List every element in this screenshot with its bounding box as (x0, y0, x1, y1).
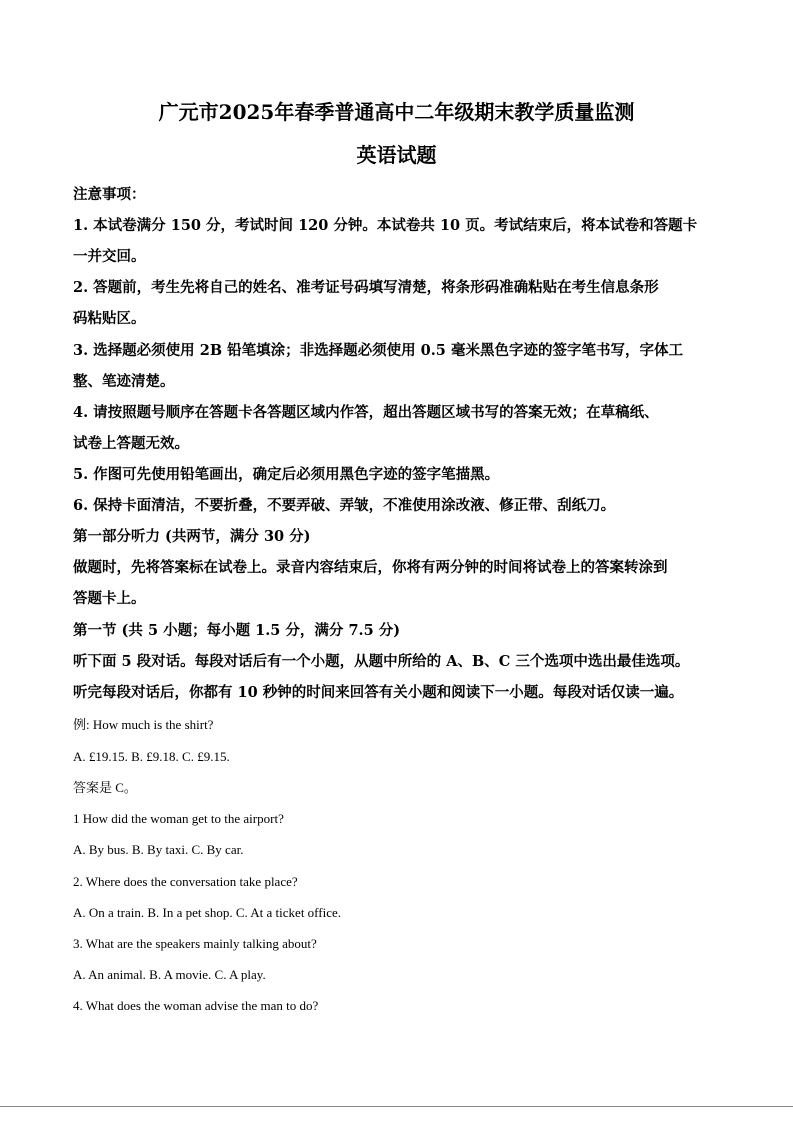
example-options: A. £19.15. B. £9.18. C. £9.15. (73, 749, 230, 764)
question-4: 4. What does the woman advise the man to do? (73, 998, 319, 1013)
page-bottom-rule (0, 1106, 793, 1107)
example-answer: 答案是 C。 (73, 780, 137, 795)
notice-line: 4. 请按照题号顺序在答题卡各答题区域内作答，超出答题区域书写的答案无效；在草稿纸、 (73, 404, 659, 421)
notice-line: 一并交回。 (73, 248, 146, 265)
question-2-options: A. On a train. B. In a pet shop. C. At a ticket office. (73, 905, 342, 920)
question-1-options: A. By bus. B. By taxi. C. By car. (73, 842, 244, 857)
notice-line: 3. 选择题必须使用 2B 铅笔填涂；非选择题必须使用 0.5 毫米黑色字迹的签字笔书写，字体工 (73, 342, 683, 359)
part1-intro-line: 答题卡上。 (73, 590, 146, 607)
exam-title: 广元市2025年春季普通高中二年级期末教学质量监测 (158, 100, 635, 124)
question-3-options: A. An animal. B. A movie. C. A play. (73, 967, 266, 982)
notice-line: 5. 作图可先使用铅笔画出，确定后必须用黑色字迹的签字笔描黑。 (73, 466, 500, 483)
notice-line: 试卷上答题无效。 (73, 435, 189, 452)
question-3: 3. What are the speakers mainly talking about? (73, 936, 317, 951)
notice-line: 2. 答题前，考生先将自己的姓名、准考证号码填写清楚，将条形码准确粘贴在考生信息条形 (73, 279, 659, 296)
notice-heading: 注意事项： (73, 186, 146, 203)
question-1: 1 How did the woman get to the airport? (73, 811, 284, 826)
section1-instruction: 听下面 5 段对话。每段对话后有一个小题，从题中所给的 A、B、C 三个选项中选出最佳选项。 (73, 653, 690, 670)
notice-line: 6. 保持卡面清洁，不要折叠，不要弄破、弄皱，不准使用涂改液、修正带、刮纸刀。 (73, 497, 616, 514)
notice-line: 码粘贴区。 (73, 310, 146, 327)
part1-heading: 第一部分听力 (共两节，满分 30 分) (73, 528, 311, 545)
part1-intro-line: 做题时，先将答案标在试卷上。录音内容结束后，你将有两分钟的时间将试卷上的答案转涂到 (73, 559, 668, 576)
question-2: 2. Where does the conversation take place? (73, 874, 298, 889)
notice-line: 1. 本试卷满分 150 分，考试时间 120 分钟。本试卷共 10 页。考试结束后，将本试卷和答题卡 (73, 217, 698, 234)
example-question: 例: How much is the shirt? (73, 717, 214, 732)
exam-subtitle: 英语试题 (356, 143, 437, 167)
notice-line: 整、笔迹清楚。 (73, 373, 175, 390)
section1-heading: 第一节 (共 5 小题；每小题 1.5 分，满分 7.5 分) (73, 622, 401, 639)
section1-instruction: 听完每段对话后，你都有 10 秒钟的时间来回答有关小题和阅读下一小题。每段对话仅读一遍。 (73, 684, 684, 701)
